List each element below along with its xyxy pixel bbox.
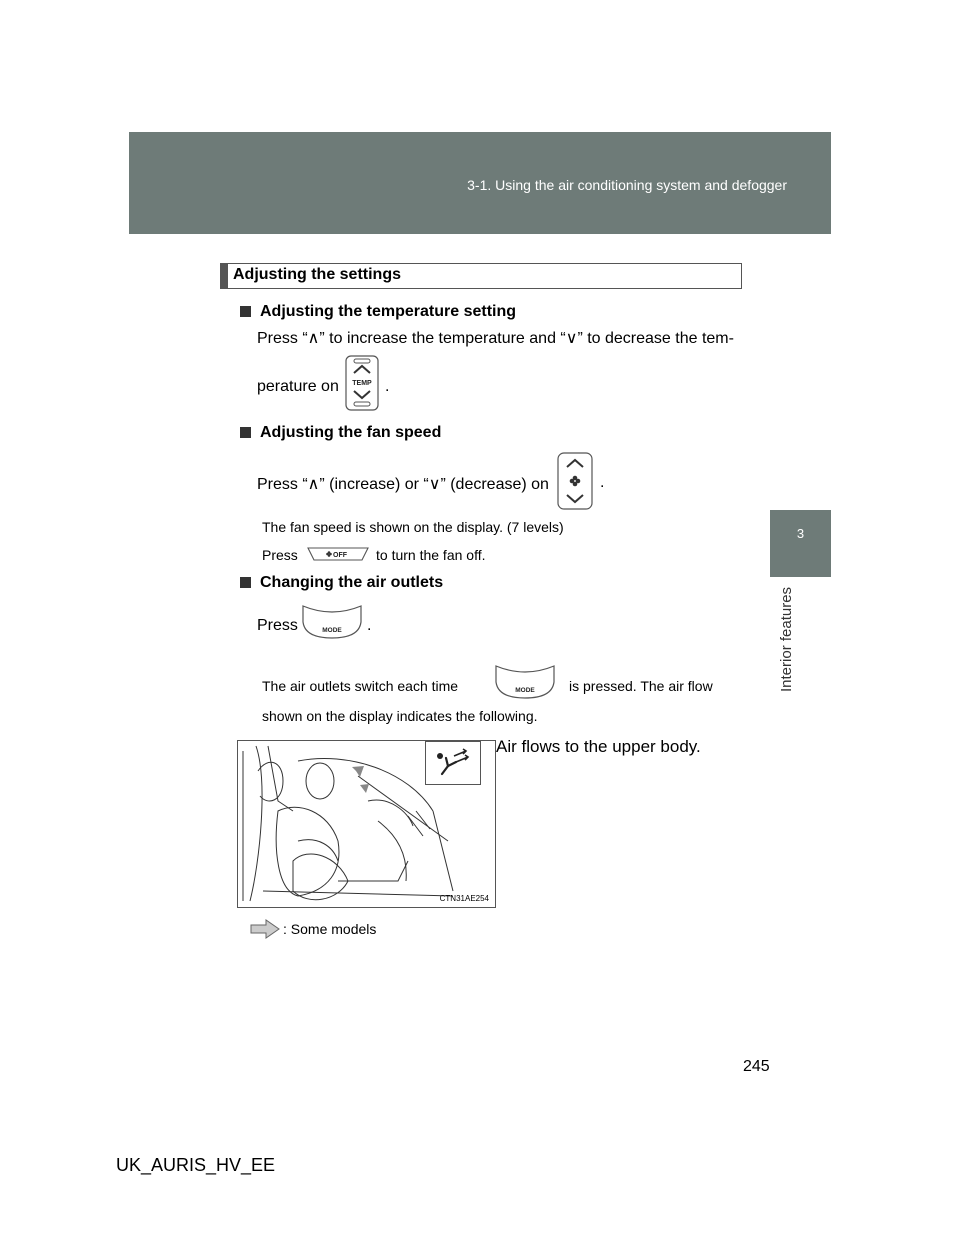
header-band xyxy=(129,132,831,234)
illustration-code: CTN31AE254 xyxy=(439,894,489,903)
outlets-note1: The air outlets switch each time xyxy=(262,678,459,694)
temp-line2-text: perature on xyxy=(257,378,339,395)
fan-off-button-icon xyxy=(306,545,370,563)
outlets-line1: Press xyxy=(257,617,298,634)
upper-body-airflow-icon xyxy=(425,741,481,785)
temp-line2-end: . xyxy=(385,378,390,395)
fan-note2-end: to turn the fan off. xyxy=(376,547,486,563)
mode-button-icon xyxy=(301,604,363,640)
some-models-arrow-icon xyxy=(250,919,280,939)
chapter-tab[interactable] xyxy=(770,510,831,577)
chapter-label xyxy=(776,582,800,692)
fan-note1: The fan speed is shown on the display. (7 levels) xyxy=(262,519,564,535)
temp-button-label: TEMP xyxy=(352,380,372,387)
running-header: 3-1. Using the air conditioning system and defogger xyxy=(467,177,787,193)
mode-button-label: MODE xyxy=(322,627,342,634)
temp-line1: Press “∧” to increase the temperature and “∨” to decrease the tem- xyxy=(257,330,734,347)
fan-off-label: OFF xyxy=(333,552,347,559)
temp-line2 xyxy=(257,378,339,396)
section-title-marker xyxy=(220,263,228,289)
outlets-heading: Changing the air outlets xyxy=(240,574,443,592)
airflow-description: Air flows to the upper body. xyxy=(496,737,701,756)
chapter-label-text: Interior features xyxy=(778,586,795,692)
mode-button-icon-inline xyxy=(494,664,556,700)
outlets-note2: shown on the display indicates the following. xyxy=(262,708,538,724)
page-number: 245 xyxy=(743,1058,770,1075)
fan-heading: Adjusting the fan speed xyxy=(240,424,441,442)
fan-note2: Press xyxy=(262,547,298,563)
outlets-line1-end: . xyxy=(367,617,372,634)
temp-button-icon xyxy=(344,355,380,411)
mode-button-label-inline: MODE xyxy=(515,687,535,694)
fan-line1: Press “∧” (increase) or “∨” (decrease) on xyxy=(257,476,549,493)
legend-text: : Some models xyxy=(283,921,377,937)
temp-heading: Adjusting the temperature setting xyxy=(240,303,516,321)
section-title: Adjusting the settings xyxy=(233,266,401,283)
footer-code: UK_AURIS_HV_EE xyxy=(116,1155,276,1175)
chapter-number: 3 xyxy=(796,526,805,541)
outlets-note1-end: is pressed. The air flow xyxy=(569,678,713,694)
fan-line1-end: . xyxy=(600,474,605,491)
fan-button-icon xyxy=(555,452,595,510)
